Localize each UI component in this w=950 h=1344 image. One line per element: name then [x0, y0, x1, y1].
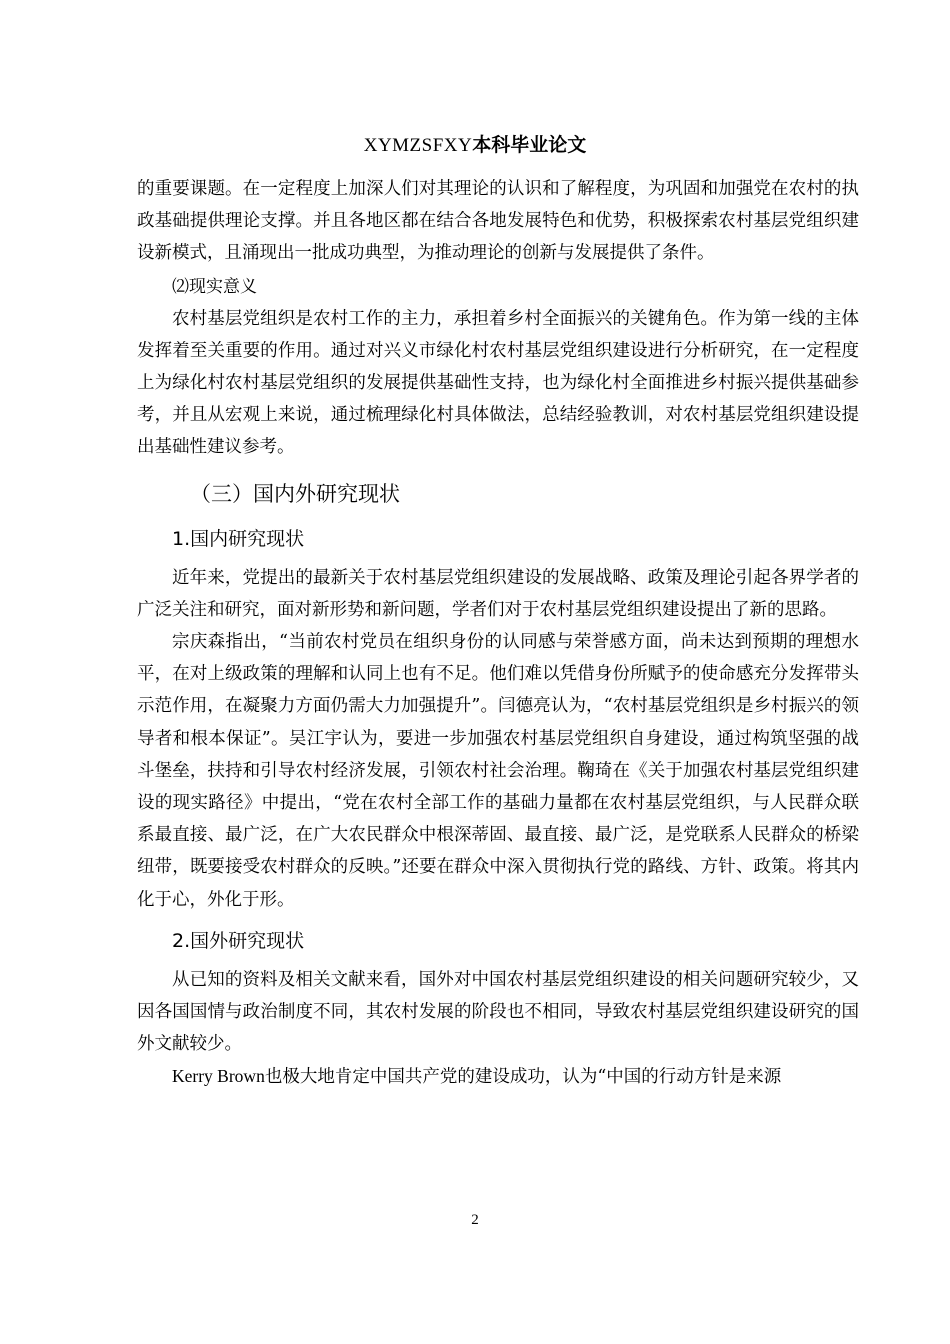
- subsection-title-foreign: 2.国外研究现状: [172, 929, 305, 952]
- paragraph-theoretical-continuation: 的重要课题。在一定程度上加深人们对其理论的认识和了解程度，为巩固和加强党在农村的执政基础提供理论支撑。并且各地区都在结合各地发展特色和优势，积极探索农村基层党组织建设新模式，且涌现出一批成功典型，为推动理论的创新与发展提供了条件。: [137, 179, 859, 264]
- author-name: Kerry Brown: [172, 1066, 265, 1087]
- running-header: [0, 133, 950, 158]
- paragraph-kerry-brown-text: 也极大地肯定中国共产党的建设成功，认为“中国的行动方针是来源: [264, 1067, 782, 1088]
- header-thesis-label: 本科毕业论文: [472, 134, 587, 156]
- paragraph-domestic-scholars: 宗庆森指出，“当前农村党员在组织身份的认同感与荣誉感方面，尚未达到预期的理想水平，在对上级政策的理解和认同上也有不足。他们难以凭借身份所赋予的使命感充分发挥带头示范作用，在凝聚力方面仍需大力加强提升”。闫德亮认为，“农村基层党组织是乡村振兴的领导者和根本保证”。吴江宇认为，要进一步加强农村基层党组织自身建设，通过构筑坚强的战斗堡垒，扶持和引导农村经济发展，引领农村社会治理。鞠琦在《关于加强农村基层党组织建设的现实路径》中提出，“党在农村全部工作的基础力量都在农村基层党组织，与人民群众联系最直接、最广泛，在广大农民群众中根深蒂固、最直接、最广泛，是党联系人民群众的桥梁纽带，既要接受农村群众的反映。”还要在群众中深入贯彻执行党的路线、方针、政策。将其内化于心，外化于形。: [137, 632, 859, 910]
- paragraph-foreign-intro: 从已知的资料及相关文献来看，国外对中国农村基层党组织建设的相关问题研究较少，又因各国国情与政治制度不同，其农村发展的阶段也不相同，导致农村基层党组织建设研究的国外文献较少。: [137, 969, 859, 1055]
- section-title-research-status: （三）国内外研究现状: [190, 481, 400, 506]
- subsection-title-domestic: 1.国内研究现状: [172, 527, 305, 550]
- page-number: 2: [471, 1212, 479, 1228]
- header-school-code: XYMZSFXY: [363, 135, 473, 156]
- subheading-practical-significance: ⑵现实意义: [172, 276, 257, 297]
- page-body: [137, 173, 859, 1094]
- paragraph-kerry-brown: [137, 1060, 859, 1093]
- paragraph-domestic-intro: 近年来，党提出的最新关于农村基层党组织建设的发展战略、政策及理论引起各界学者的广泛关注和研究，面对新形势和新问题，学者们对于农村基层党组织建设提出了新的思路。: [137, 567, 859, 620]
- paragraph-practical-significance: 农村基层党组织是农村工作的主力，承担着乡村全面振兴的关键角色。作为第一线的主体发挥着至关重要的作用。通过对兴义市绿化村农村基层党组织建设进行分析研究，在一定程度上为绿化村农村基层党组织的发展提供基础性支持，也为绿化村全面推进乡村振兴提供基础参考，并且从宏观上来说，通过梳理绿化村具体做法，总结经验教训，对农村基层党组织建设提出基础性建议参考。: [137, 308, 859, 458]
